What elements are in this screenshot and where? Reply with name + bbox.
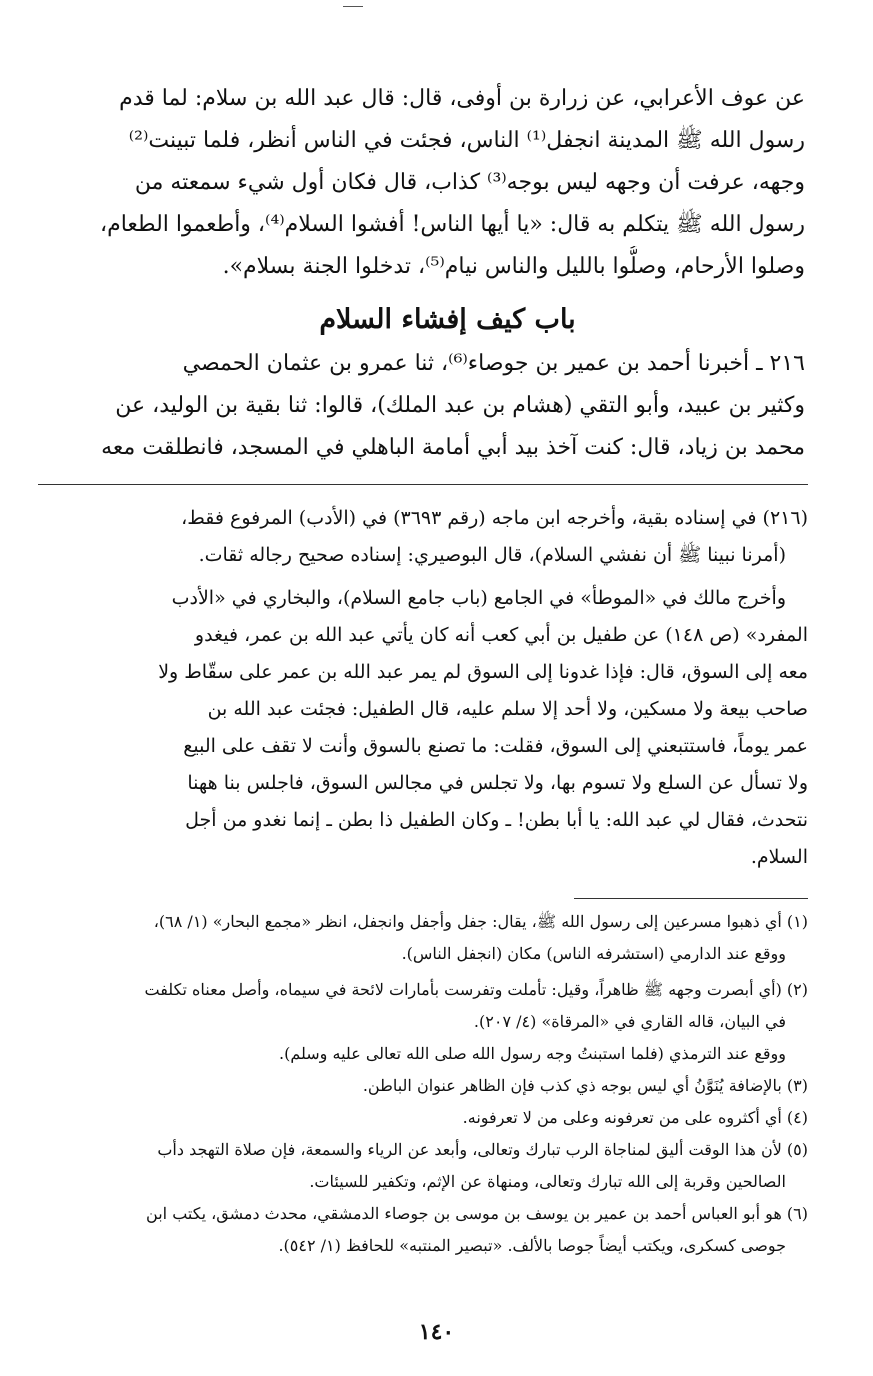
top-mark xyxy=(343,6,363,7)
main-line: رسول الله ﷺ المدينة انجفل⁽¹⁾ الناس، فجئت في الناس أنظر، فلما تبينت⁽²⁾ xyxy=(128,128,805,153)
footnotes-divider xyxy=(574,898,808,899)
commentary-line: السلام. xyxy=(750,846,808,868)
commentary-line: معه إلى السوق، قال: فإذا غدونا إلى السوق لم يمر عبد الله بن عمر على سقّاط ولا xyxy=(158,661,808,683)
main-line: عن عوف الأعرابي، عن زرارة بن أوفى، قال: قال عبد الله بن سلام: لما قدم xyxy=(119,86,805,111)
footnote-3: (٣) بالإضافة يُنَوَّنُ أي ليس بوجه ذي كذب فإن الظاهر عنوان الباطن. xyxy=(362,1076,808,1095)
commentary-line: المفرد» (ص ١٤٨) عن طفيل بن أبي كعب أنه كان يأتي عبد الله بن عمر، فيغدو xyxy=(194,624,808,646)
footnote-2-cont: في البيان، قاله القاري في «المرقاة» (٤/ ٢٠٧). xyxy=(473,1012,786,1031)
main-line: وجهه، عرفت أن وجهه ليس بوجه⁽³⁾ كذاب، قال فكان أول شيء سمعته من xyxy=(134,170,805,195)
commentary-line: نتحدث، فقال لي عبد الله: يا أبا بطن! ـ وكان الطفيل ذا بطن ـ إنما نغدو من أجل xyxy=(185,809,808,831)
footnote-2-note: ووقع عند الترمذي (فلما استبنتُ وجه رسول الله صلى الله تعالى عليه وسلم). xyxy=(279,1044,786,1063)
chapter-heading: باب كيف إفشاء السلام xyxy=(319,304,576,335)
commentary-line: وأخرج مالك في «الموطأ» في الجامع (باب جامع السلام)، والبخاري في «الأدب xyxy=(171,587,786,609)
hadith-text xyxy=(90,343,805,469)
footnote-6: (٦) هو أبو العباس أحمد بن عمير بن يوسف بن موسى بن جوصاء الدمشقي، محدث دمشق، يكتب ابن xyxy=(146,1204,808,1223)
main-line: رسول الله ﷺ يتكلم به قال: «يا أيها الناس! أفشوا السلام⁽⁴⁾، وأطعموا الطعام، xyxy=(99,212,805,237)
commentary-line: ولا تسأل عن السلع ولا تسوم بها، ولا تجلس في مجالس السوق، فاجلس بنا ههنا xyxy=(187,772,808,794)
page-number: ١٤٠ xyxy=(418,1319,455,1345)
commentary xyxy=(38,500,808,876)
main-text xyxy=(90,78,805,288)
footnote-5-cont: الصالحين وقربة إلى الله تبارك وتعالى، ومنهاة عن الإثم، وتكفير للسيئات. xyxy=(309,1172,786,1191)
hadith-line: ٢١٦ ـ أخبرنا أحمد بن عمير بن جوصاء⁽⁶⁾، ثنا عمرو بن عثمان الحمصي xyxy=(182,351,805,376)
footnote-5: (٥) لأن هذا الوقت أليق لمناجاة الرب تبارك وتعالى، وأبعد عن الرياء والسمعة، فإن صلاة التهجد دأب xyxy=(157,1140,808,1159)
footnote-1: (١) أي ذهبوا مسرعين إلى رسول الله ﷺ، يقال: جفل وأجفل وانجفل، انظر «مجمع البحار» (١/ ٦٨)، xyxy=(153,912,808,931)
footnotes xyxy=(38,906,808,1262)
hadith-line: محمد بن زياد، قال: كنت آخذ بيد أبي أمامة الباهلي في المسجد، فانطلقت معه xyxy=(101,435,805,460)
footnote-6-cont: جوصى كسكرى، ويكتب أيضاً جوصا بالألف. «تبصير المنتبه» للحافظ (١/ ٥٤٢). xyxy=(278,1236,786,1255)
footnote-2: (٢) (أي أبصرت وجهه ﷺ ظاهراً، وقيل: تأملت وتفرست بأمارات لائحة في سيماه، وأصل معناه تكلفت xyxy=(144,980,808,999)
footnote-4: (٤) أي أكثروه على من تعرفونه وعلى من لا تعرفونه. xyxy=(462,1108,808,1127)
hadith-line: وكثير بن عبيد، وأبو التقي (هشام بن عبد الملك)، قالوا: ثنا بقية بن الوليد، عن xyxy=(115,393,805,418)
commentary-line: عمر يوماً، فاستتبعني إلى السوق، فقلت: ما تصنع بالسوق وأنت لا تقف على البيع xyxy=(183,735,808,757)
commentary-line: (أمرنا نبينا ﷺ أن نفشي السلام)، قال البوصيري: إسناده صحيح رجاله ثقات. xyxy=(198,544,786,566)
footnote-1-cont: ووقع عند الدارمي (استشرفه الناس) مكان (انجفل الناس). xyxy=(401,944,786,963)
main-line: وصلوا الأرحام، وصلُّوا بالليل والناس نيام⁽⁵⁾، تدخلوا الجنة بسلام». xyxy=(222,254,805,279)
commentary-line: صاحب بيعة ولا مسكين، ولا أحد إلا سلم عليه، قال الطفيل: فجئت عبد الله بن xyxy=(207,698,808,720)
commentary-line: (٢١٦) في إسناده بقية، وأخرجه ابن ماجه (رقم ٣٦٩٣) في (الأدب) المرفوع فقط، xyxy=(181,507,808,529)
commentary-divider xyxy=(38,484,808,485)
